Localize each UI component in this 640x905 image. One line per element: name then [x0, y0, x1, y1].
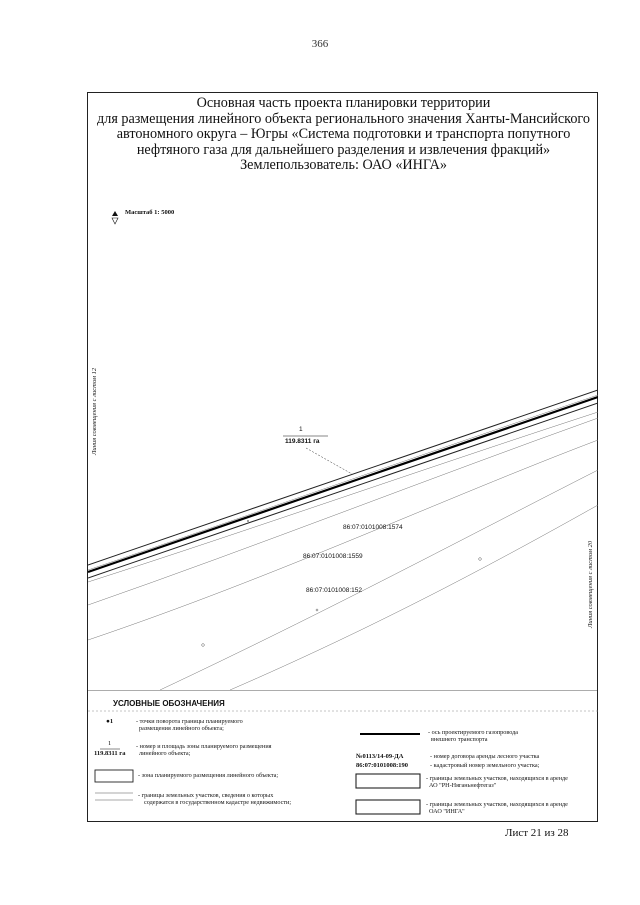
zone-text: - зона планируемого размещения линейного объекта; — [138, 772, 279, 779]
cadastral-label: 86:07:0101008:1559 — [303, 553, 363, 560]
rn-parcels-symbol — [356, 774, 420, 788]
title-line: Основная часть проекта планировки территории — [196, 95, 491, 111]
right-match-line-label: Линия совмещения с листом 20 — [587, 540, 594, 628]
map-canvas — [88, 93, 598, 693]
zone-symbol — [95, 770, 133, 782]
title-line: Землепользователь: ОАО «ИНГА» — [240, 157, 447, 173]
pipeline-axis-text: - ось проектируемого газопровода внешнего транспорта — [428, 729, 519, 744]
pipeline-axis — [88, 397, 598, 572]
cadastral-label: 86:07:0101008:1574 — [343, 524, 403, 531]
cadastral-number-text: - кадастровый номер земельного участка; — [430, 762, 540, 769]
title-line: для размещения линейного объекта регионального значения Ханты-Мансийского — [97, 110, 590, 127]
turn-point-text: - точки поворота границы планируемого размещения линейного объекта; — [136, 718, 243, 733]
zone-area: 119.8311 га — [285, 438, 320, 445]
title-line: нефтяного газа для дальнейшего разделения и извлечения фракций» — [136, 141, 551, 158]
sheet-label: Лист 21 из 28 — [505, 827, 569, 839]
title-line: автономного округа – Югры «Система подготовки и транспорта попутного — [116, 126, 571, 142]
lease-number-symbol: №0113/14-09-ДА — [356, 753, 404, 760]
scale-label: Масштаб 1: 5000 — [125, 209, 175, 216]
rn-parcels-text: - границы земельных участков, находящихся в аренде АО "РН-Няганьнефтегаз" — [426, 775, 568, 790]
north-arrow-icon — [112, 211, 118, 224]
lease-number-text: - номер договора аренды лесного участка — [430, 753, 540, 760]
cadastral-number-symbol: 86:07:0101008:190 — [356, 762, 408, 769]
zone-area-symbol: 119.8311 га — [94, 750, 126, 757]
inga-parcels-text: - границы земельных участков, находящихся в аренде ОАО "ИНГА" — [426, 801, 568, 816]
left-match-line-label: Линия совмещения с листом 12 — [91, 367, 98, 455]
zone-leader-line — [306, 448, 352, 474]
turn-point-symbol: ●1 — [106, 718, 114, 725]
zone-number: 1 — [299, 426, 303, 433]
cadastral-label: 86:07:0101008:152 — [306, 587, 363, 594]
inga-parcels-symbol — [356, 800, 420, 814]
parcels-gkn-text: - границы земельных участков, сведения о которых содержатся в государственном кадастре недвижимости; — [138, 792, 292, 807]
legend-title: УСЛОВНЫЕ ОБОЗНАЧЕНИЯ — [113, 699, 225, 708]
zone-number-symbol: 1 — [108, 740, 112, 747]
parcel-boundaries — [88, 395, 598, 690]
zone-number-area-text: - номер и площадь зоны планируемого размещения линейного объекта; — [136, 743, 272, 758]
page-number: 366 — [311, 38, 329, 50]
